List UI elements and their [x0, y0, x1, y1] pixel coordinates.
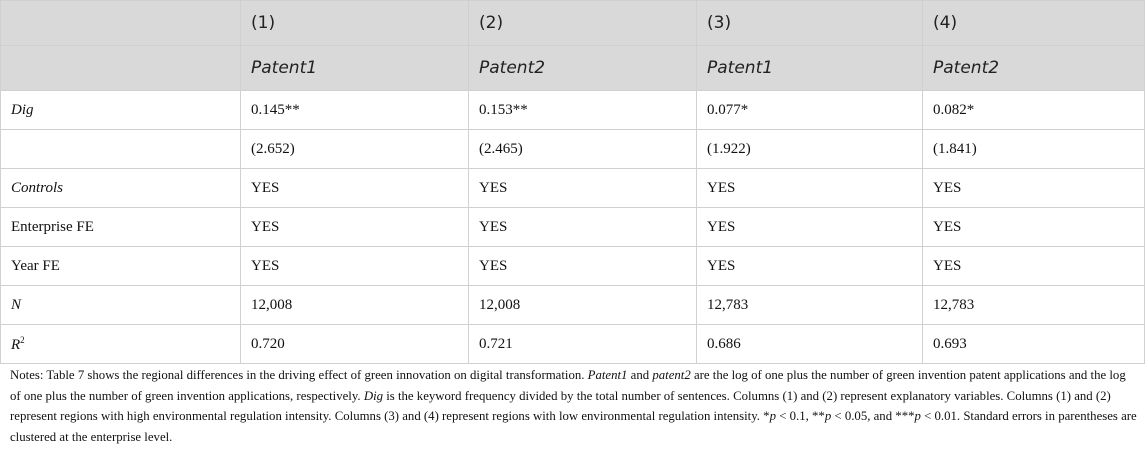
table-row — [1, 91, 1145, 130]
table-row — [1, 247, 1145, 286]
table-cell: 0.720 — [241, 325, 469, 364]
table-cell: YES — [697, 169, 923, 208]
header-cell: (4) — [923, 1, 1145, 46]
row-label: N — [1, 286, 241, 325]
table-row — [1, 130, 1145, 169]
notes-text: is the keyword frequency divided by the total number of sentences. Columns (1) and (2) represent explanatory variables. Columns (1) and (2) represent regions with high environmental regulation intensity. Columns (3) and (4) represent regions with low environmental regulation intensity. * — [10, 388, 1111, 423]
table-row — [1, 208, 1145, 247]
table-cell: YES — [469, 247, 697, 286]
header-row-dependent-variables — [1, 46, 1145, 91]
notes-text: are the log of one plus the number of green invention patent applications and the log of one plus the number of green invention applications, respectively. — [10, 368, 1126, 403]
row-label: Year FE — [1, 247, 241, 286]
notes-text: < 0.01. Standard errors in parentheses are clustered at the enterprise level. — [10, 409, 1137, 444]
notes-italic: p — [914, 409, 921, 423]
row-label — [1, 130, 241, 169]
table-cell: YES — [697, 247, 923, 286]
notes-italic: patent2 — [652, 368, 691, 382]
header-cell: (2) — [469, 1, 697, 46]
r-squared-label: R — [11, 336, 21, 353]
table-row — [1, 325, 1145, 364]
header-cell: (1) — [241, 1, 469, 46]
table-cell: (1.922) — [697, 130, 923, 169]
table-row — [1, 169, 1145, 208]
table-cell: (1.841) — [923, 130, 1145, 169]
notes-italic: Dig — [363, 388, 384, 403]
table-cell: 0.077* — [697, 91, 923, 130]
table-cell: YES — [469, 169, 697, 208]
table-cell: 12,783 — [923, 286, 1145, 325]
table-cell: 0.693 — [923, 325, 1145, 364]
notes-text: < 0.1, ** — [776, 409, 825, 423]
header-cell: Patent1 — [697, 46, 923, 91]
table-cell: 12,008 — [469, 286, 697, 325]
notes-text: Notes: Table 7 shows the regional differences in the driving effect of green innovation on digital transformation. — [10, 368, 588, 382]
table-cell: YES — [697, 208, 923, 247]
table-cell: YES — [923, 169, 1145, 208]
row-label: Enterprise FE — [1, 208, 241, 247]
table-cell: 12,783 — [697, 286, 923, 325]
table-notes — [10, 365, 1138, 447]
r-squared-superscript: 2 — [20, 334, 25, 345]
table-cell: (2.465) — [469, 130, 697, 169]
table-row — [1, 286, 1145, 325]
table-cell: YES — [241, 247, 469, 286]
table-cell: YES — [923, 208, 1145, 247]
row-label — [1, 325, 241, 364]
table-cell: 0.145** — [241, 91, 469, 130]
notes-text: < 0.05, and *** — [831, 409, 915, 423]
header-row-column-numbers — [1, 1, 1145, 46]
row-label: Controls — [1, 169, 241, 208]
notes-text: and — [627, 368, 653, 382]
row-label: Dig — [1, 91, 241, 130]
table-cell: YES — [241, 208, 469, 247]
table-cell: 0.721 — [469, 325, 697, 364]
header-cell — [1, 46, 241, 91]
header-cell — [1, 1, 241, 46]
header-cell: (3) — [697, 1, 923, 46]
table-cell: YES — [923, 247, 1145, 286]
notes-italic: p — [769, 409, 776, 423]
header-cell: Patent2 — [923, 46, 1145, 91]
table-cell: 0.153** — [469, 91, 697, 130]
table-cell: YES — [469, 208, 697, 247]
table-cell: 0.686 — [697, 325, 923, 364]
header-cell: Patent1 — [241, 46, 469, 91]
table-cell: YES — [241, 169, 469, 208]
table-cell: 0.082* — [923, 91, 1145, 130]
notes-italic: p — [824, 409, 832, 423]
table-cell: 12,008 — [241, 286, 469, 325]
header-cell: Patent2 — [469, 46, 697, 91]
table-cell: (2.652) — [241, 130, 469, 169]
notes-italic: Patent1 — [587, 368, 628, 382]
